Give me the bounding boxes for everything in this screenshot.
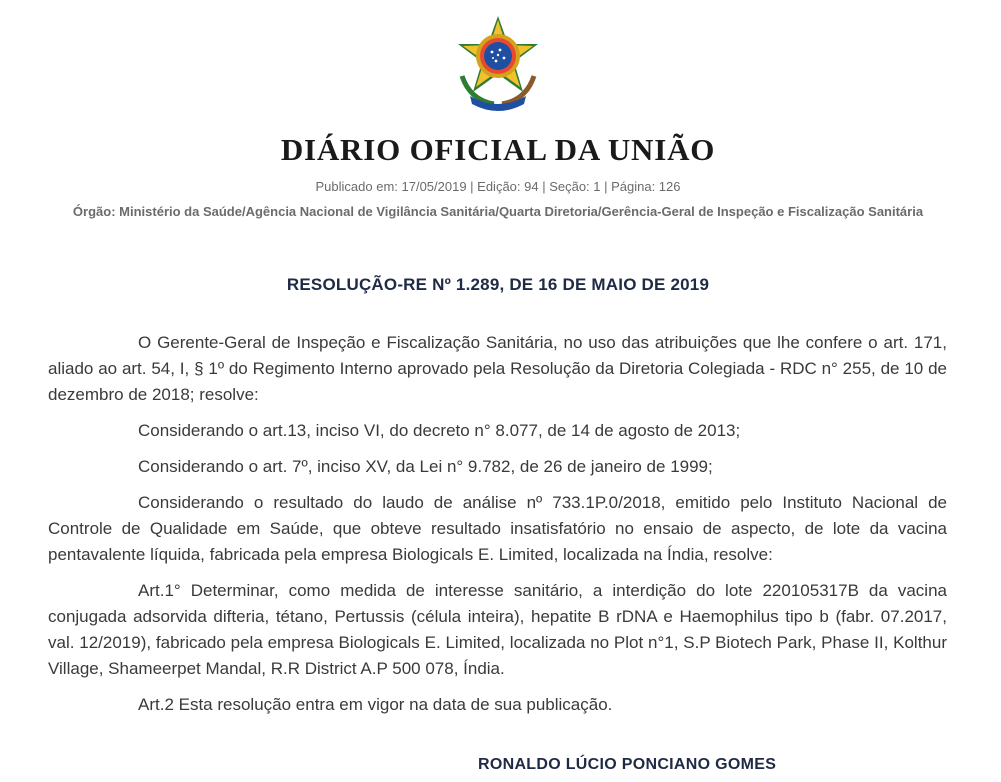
paragraph: Considerando o art. 7º, inciso XV, da Lei n° 9.782, de 26 de janeiro de 1999; (138, 457, 713, 476)
resolution-body (48, 330, 947, 728)
gazette-title: DIÁRIO OFICIAL DA UNIÃO (280, 132, 716, 167)
resolution-heading: RESOLUÇÃO-RE Nº 1.289, DE 16 DE MAIO DE 2019 (286, 275, 710, 294)
paragraph: O Gerente-Geral de Inspeção e Fiscalização Sanitária, no uso das atribuições que lhe confere o art. 171, aliado ao art. 54, I, § 1º do Regimento Interno aprovado pela Resolução da Diretoria Colegiada - RDC n° 255, de 10 de dezembro de 2018; resolve: (48, 333, 947, 404)
brazil-coat-of-arms-icon (448, 14, 548, 114)
paragraph: Art.2 Esta resolução entra em vigor na data de sua publicação. (138, 695, 613, 714)
publication-meta: Publicado em: 17/05/2019 | Edição: 94 | Seção: 1 | Página: 126 (315, 179, 681, 194)
agency-label: Órgão: (72, 204, 116, 219)
paragraph: Considerando o art.13, inciso VI, do decreto n° 8.077, de 14 de agosto de 2013; (138, 421, 741, 440)
agency-text: Ministério da Saúde/Agência Nacional de Vigilância Sanitária/Quarta Diretoria/Gerência-Geral de Inspeção e Fiscalização Sanitária (119, 204, 924, 219)
issuing-agency (40, 202, 956, 222)
paragraph: Considerando o resultado do laudo de análise nº 733.1P.0/2018, emitido pelo Instituto Nacional de Controle de Qualidade em Saúde, que obteve resultado insatisfatório no ensaio de aspecto, de lote da vacina pentavalente líquida, fabricada pela empresa Biologicals E. Limited, localizada na Índia, resolve: (48, 493, 947, 564)
signatory-name: RONALDO LÚCIO PONCIANO GOMES (478, 756, 777, 773)
paragraph: Art.1° Determinar, como medida de interesse sanitário, a interdição do lote 220105317B da vacina conjugada adsorvida difteria, tétano, Pertussis (célula inteira), hepatite B rDNA e Haemophilus tipo b (fabr. 07.2017, val. 12/2019), fabricado pela empresa Biologicals E. Limited, localizada no Plot n°1, S.P Biotech Park, Phase II, Kolthur Village, Shameerpet Mandal, R.R District A.P 500 078, Índia. (48, 581, 947, 678)
